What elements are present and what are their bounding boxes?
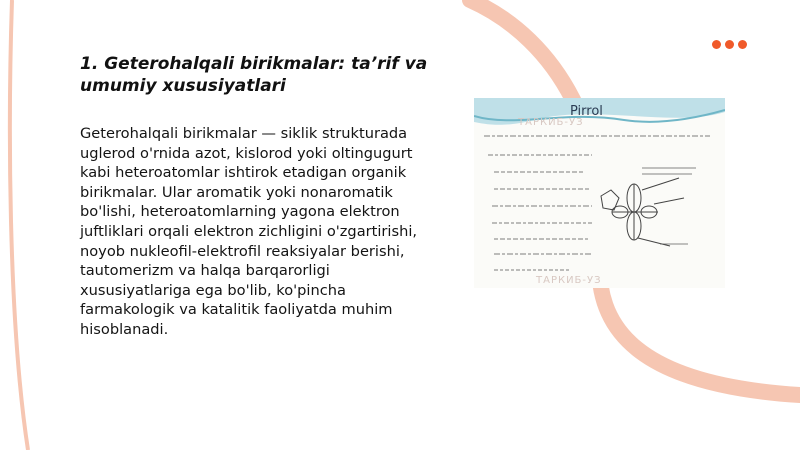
dot — [738, 40, 747, 49]
orbital-diagram — [601, 178, 684, 246]
menu-dots — [712, 40, 747, 49]
pyrrole-image — [474, 98, 725, 288]
left-arc — [10, 0, 28, 450]
image-title: Pirrol — [570, 104, 603, 119]
slide-title: 1. Geterohalqali birikmalar: ta’rif va umumiy xususiyatlari — [80, 54, 428, 96]
slide-body-text: Geterohalqali birikmalar — siklik strukturada uglerod o'rnida azot, kislorod yoki oltingugurt kabi heteroatomlar ishtirok etadigan organik birikmalar. Ular aromatik yoki nonaromatik bo'lishi, heteroatomlarning yagona elektron juftliklari orqali elektron zichligini o'zgartirishi, noyob nukleofil-elektrofil reaksiyalar berishi, tautomerizm va halqa barqarorligi xususiyatlariga ega bo'lib, ko'pincha farmakologik va katalitik faoliyatda muhim hisoblanadi. — [80, 125, 418, 338]
scanned-text-lines — [474, 98, 725, 288]
dot — [712, 40, 721, 49]
watermark-bottom: ТАРКИБ-УЗ — [536, 275, 602, 286]
watermark-top: ТАРКИБ-УЗ — [518, 117, 584, 128]
dot — [725, 40, 734, 49]
